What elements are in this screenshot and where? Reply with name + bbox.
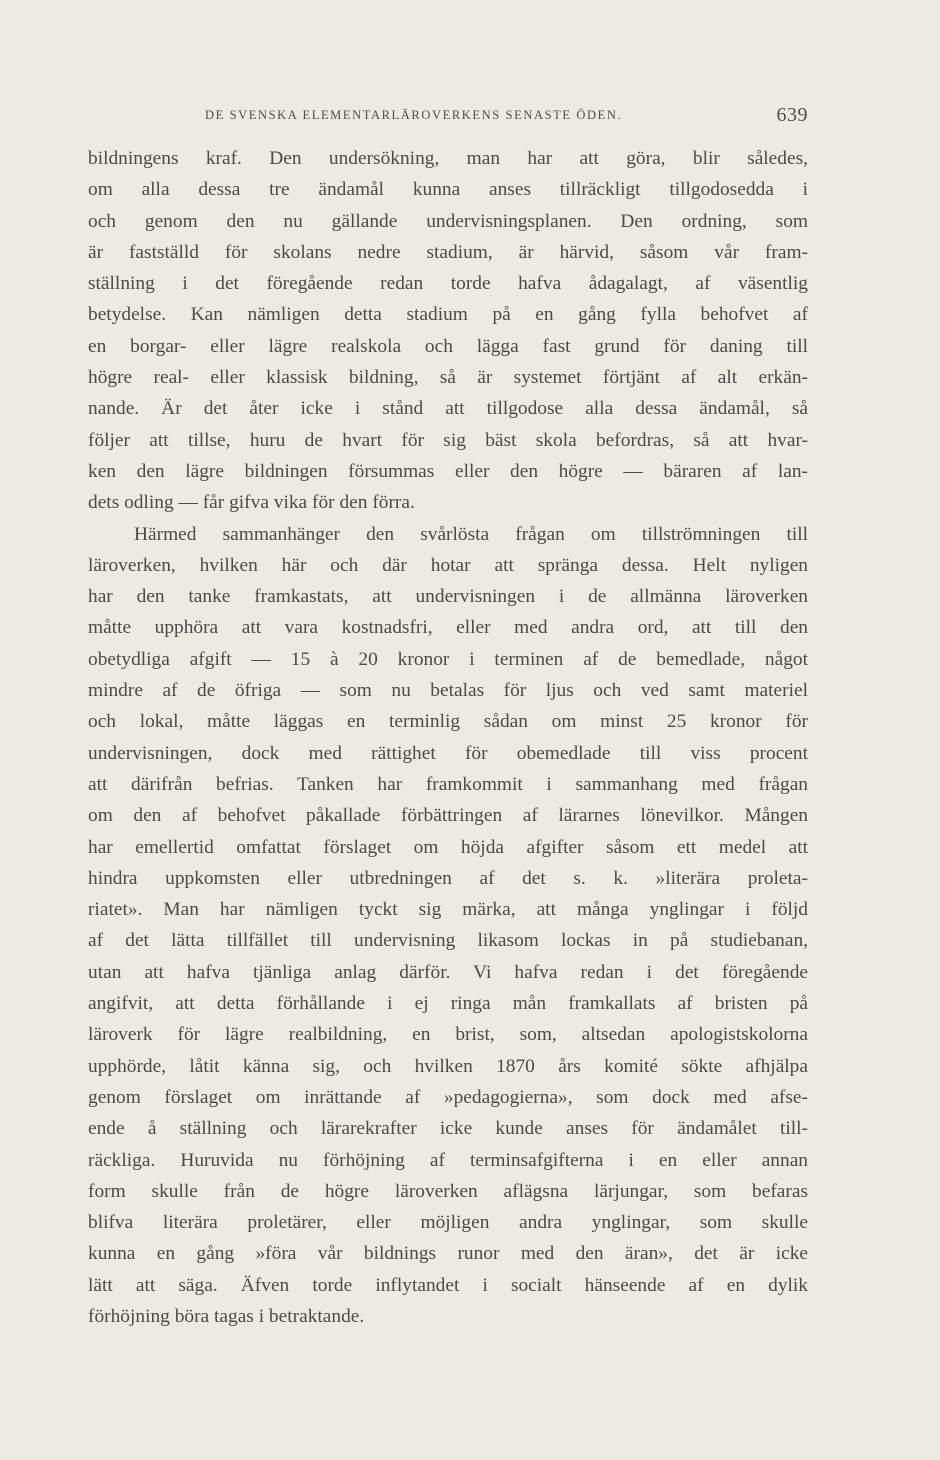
text-line: ende å ställning och lärarekrafter icke kunde anses för ändamålet till- [88, 1118, 808, 1140]
text-line: och genom den nu gällande undervisningsplanen. Den ordning, som [88, 210, 808, 232]
text-line: är fastställd för skolans nedre stadium, är härvid, såsom vår fram- [88, 241, 808, 263]
text-line: räckliga. Huruvida nu förhöjning af terminsafgifterna i en eller annan [88, 1149, 808, 1171]
text-line: genom förslaget om inrättande af »pedagogierna», som dock med afse- [88, 1086, 808, 1108]
text-line: bildningens kraf. Den undersökning, man har att göra, blir således, [88, 148, 808, 169]
text-line: betydelse. Kan nämligen detta stadium på en gång fylla behofvet af [88, 304, 808, 326]
text-line: utan att hafva tjänliga anlag därför. Vi hafva redan i det föregående [88, 961, 808, 983]
text-line: måtte upphöra att vara kostnadsfri, eller med andra ord, att till den [88, 617, 808, 639]
text-line: om den af behofvet påkallade förbättringen af lärarnes lönevilkor. Mången [88, 805, 808, 827]
text-line: att därifrån befrias. Tanken har framkommit i sammanhang med frågan [88, 773, 808, 795]
text-line: Härmed sammanhänger den svårlösta frågan om tillströmningen till [134, 523, 808, 545]
body-text [88, 143, 808, 1332]
text-line: nande. Är det åter icke i stånd att tillgodose alla dessa ändamål, så [88, 398, 808, 420]
text-line: form skulle från de högre läroverken aflägsna lärjungar, som befaras [88, 1180, 808, 1202]
text-line: upphörde, låtit känna sig, och hvilken 1870 års komité sökte afhjälpa [88, 1055, 808, 1077]
text-line: har emellertid omfattat förslaget om höjda afgifter såsom ett medel att [88, 836, 808, 858]
text-line: läroverk för lägre realbildning, en brist, som, altsedan apologistskolorna [88, 1024, 808, 1046]
text-line: kunna en gång »föra vår bildnings runor med den äran», det är icke [88, 1243, 808, 1265]
text-line: och lokal, måtte läggas en terminlig sådan om minst 25 kronor för [88, 711, 808, 733]
text-line: har den tanke framkastats, att undervisningen i de allmänna läroverken [88, 586, 808, 608]
text-line: riatet». Man har nämligen tyckt sig märka, att många ynglingar i följd [88, 899, 808, 921]
text-line: läroverken, hvilken här och där hotar att spränga dessa. Helt nyligen [88, 554, 808, 576]
text-line: undervisningen, dock med rättighet för obemedlade till viss procent [88, 742, 808, 764]
text-line: blifva literära proletärer, eller möjligen andra ynglingar, som skulle [88, 1212, 808, 1234]
text-line: följer att tillse, huru de hvart för sig bäst skola befordras, så att hvar- [88, 429, 808, 451]
text-line: ken den lägre bildningen försummas eller den högre — bäraren af lan- [88, 460, 808, 482]
running-head [88, 104, 808, 128]
text-line: lätt att säga. Äfven torde inflytandet i socialt hänseende af en dylik [88, 1274, 808, 1296]
text-line: högre real- eller klassisk bildning, så är systemet förtjänt af alt erkän- [88, 367, 808, 389]
text-line: förhöjning böra tagas i betraktande. [88, 1305, 365, 1327]
text-line: om alla dessa tre ändamål kunna anses tillräckligt tillgodosedda i [88, 179, 808, 201]
running-title: DE SVENSKA ELEMENTARLÄROVERKENS SENASTE ÖDEN. [205, 108, 623, 122]
text-line: af det lätta tillfället till undervisning likasom lockas in på studiebanan, [88, 930, 808, 952]
text-line: mindre af de öfriga — som nu betalas för ljus och ved samt materiel [88, 680, 808, 702]
text-line: dets odling — får gifva vika för den förra. [88, 492, 415, 514]
text-line: obetydliga afgift — 15 à 20 kronor i terminen af de bemedlade, något [88, 648, 808, 670]
text-line: ställning i det föregående redan torde hafva ådagalagt, af väsentlig [88, 273, 808, 295]
page-number: 639 [776, 104, 808, 126]
text-line: en borgar- eller lägre realskola och lägga fast grund för daning till [88, 335, 808, 357]
text-line: hindra uppkomsten eller utbredningen af det s. k. »literära proleta- [88, 867, 808, 889]
text-line: angifvit, att detta förhållande i ej ringa mån framkallats af bristen på [88, 993, 808, 1015]
